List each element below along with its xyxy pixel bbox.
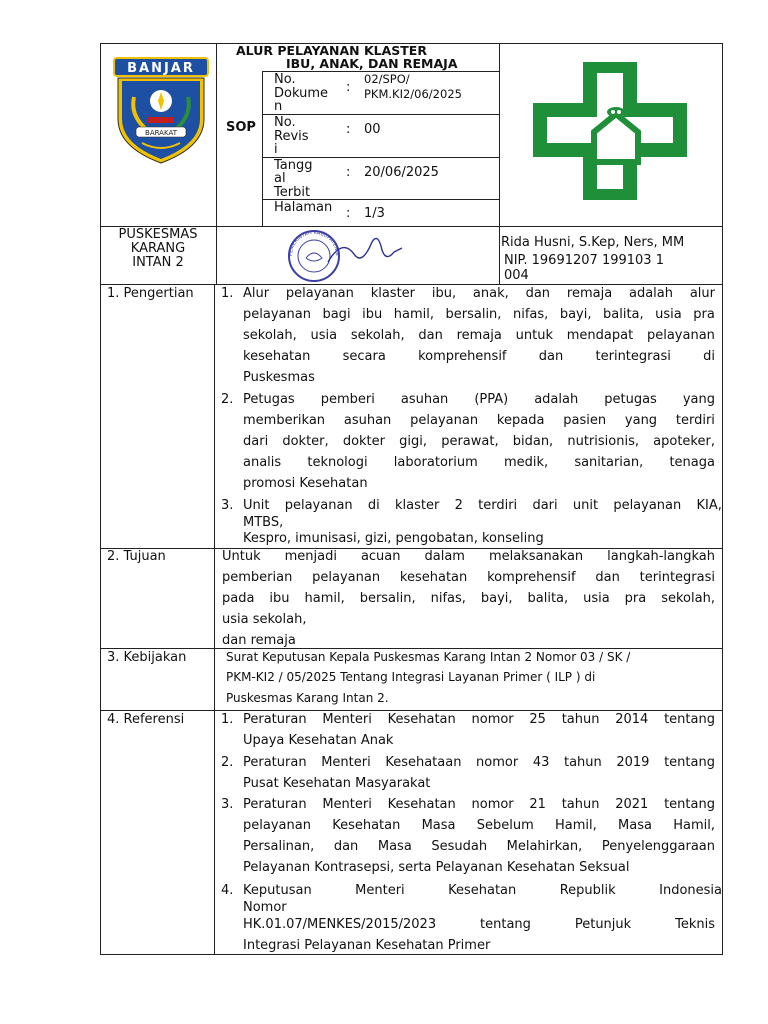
word: tentang: [664, 755, 715, 770]
word: remaja: [456, 328, 502, 343]
word: asuhan: [400, 392, 449, 407]
word: Peraturan: [243, 755, 307, 770]
date-label-1: Tangg: [274, 158, 313, 173]
word: petugas: [604, 392, 657, 407]
word: adalah: [534, 392, 579, 407]
text-line: [243, 836, 715, 857]
word: remaja: [566, 286, 613, 301]
word: tahun: [561, 797, 600, 812]
word: Peraturan: [243, 712, 307, 727]
referensi-item4-text-cont: [243, 914, 715, 956]
word: Masa: [421, 818, 456, 833]
word: pelayanan: [284, 498, 353, 513]
word: yang: [682, 392, 715, 407]
word: menjadi: [284, 549, 337, 564]
doc-no-label-1: No.: [274, 72, 296, 87]
text-line: [243, 730, 715, 751]
word: Keputusan: [243, 883, 312, 898]
word: acuan: [360, 549, 401, 564]
referensi-item2-line2: Pusat Kesehatan Masyarakat: [243, 776, 431, 791]
word: Persalinan,: [243, 839, 315, 854]
doc-no-label-2: Dokume: [274, 86, 328, 101]
text-line: [243, 410, 715, 431]
word: asuhan: [343, 413, 392, 428]
barakat-text: BARAKAT: [145, 129, 177, 137]
word: dan: [595, 570, 620, 585]
word: terintegrasi: [595, 349, 671, 364]
word: klaster: [370, 286, 416, 301]
text-line: [243, 367, 715, 388]
word: 21: [529, 797, 546, 812]
word: komprehensif: [418, 349, 507, 364]
word: ibu: [269, 591, 290, 606]
date-label-3: Terbit: [274, 185, 311, 200]
word: memberikan: [243, 413, 326, 428]
word: nifas,: [430, 591, 466, 606]
referensi-item3-line4: Pelayanan Kontrasepsi, serta Pelayanan Kesehatan Seksual: [243, 860, 630, 875]
pengertian-item1-text: [243, 283, 715, 388]
word: tenaga: [669, 455, 715, 470]
word: pelayanan: [285, 286, 354, 301]
word: ibu: [362, 307, 383, 322]
word: sekolah,: [661, 591, 715, 606]
rev-value: 00: [364, 122, 381, 137]
word: Masa: [377, 839, 412, 854]
word: 2019: [616, 755, 650, 770]
word: tentang: [664, 712, 715, 727]
word: nomor: [476, 755, 519, 770]
page-label: Halaman: [274, 200, 333, 215]
referensi-item2-number: 2.: [221, 755, 234, 770]
word: bayi,: [480, 591, 513, 606]
svg-text:PEMERINTAH KABUPATEN BANJAR ·: [282, 228, 340, 257]
word: usia: [655, 307, 682, 322]
word: dari: [532, 498, 558, 513]
referensi-item4-line2: Nomor: [243, 900, 287, 915]
word: melaksanakan: [488, 549, 584, 564]
text-line: [243, 857, 715, 878]
word: dan: [418, 328, 443, 343]
word: terdiri: [675, 413, 715, 428]
word: balita,: [603, 307, 644, 322]
word: Masa: [618, 818, 652, 833]
pengertian-item3-line3: Kespro, imunisasi, gizi, pengobatan, konseling: [243, 531, 544, 546]
word: pra: [624, 591, 647, 606]
word: pelayanan: [410, 413, 479, 428]
word: KIA,: [696, 498, 722, 513]
kebijakan-line1: Surat Keputusan Kepala Puskesmas Karang Intan 2 Nomor 03 / SK /: [226, 650, 631, 664]
word: hamil,: [393, 307, 434, 322]
word: 25: [529, 712, 546, 727]
word: medik,: [503, 455, 549, 470]
word: terdiri: [478, 498, 518, 513]
text-line: [243, 304, 715, 325]
word: nutrisionis,: [567, 434, 639, 449]
word: pemberi: [320, 392, 375, 407]
word: pemberian: [222, 570, 293, 585]
rev-label-2: Revis: [274, 129, 309, 144]
word: Sebelum: [476, 818, 534, 833]
pengertian-item3-number: 3.: [221, 498, 234, 513]
document-title-line1: ALUR PELAYANAN KLASTER: [236, 43, 427, 58]
text-line: [243, 935, 715, 956]
word: ibu,: [431, 286, 457, 301]
word: Menteri: [322, 797, 372, 812]
word: pelayanan: [646, 328, 715, 343]
word: terintegrasi: [639, 570, 715, 585]
pengertian-item1-line5: Puskesmas: [243, 370, 315, 385]
word: adalah: [628, 286, 673, 301]
banjar-logo-text: BANJAR: [127, 61, 195, 76]
word: kepada: [496, 413, 545, 428]
word: Unit: [243, 498, 270, 513]
official-stamp: [282, 228, 412, 284]
word: dan: [538, 349, 564, 364]
org-name-line3: INTAN 2: [132, 255, 184, 270]
text-line: [243, 709, 715, 730]
word: Melahirkan,: [506, 839, 583, 854]
word: Kesehatan: [332, 818, 401, 833]
text-line: [243, 880, 722, 897]
text-line: [243, 794, 715, 815]
section-label-pengertian: 1. Pengertian: [107, 286, 194, 301]
rev-colon: :: [346, 122, 351, 137]
word: 2021: [615, 797, 649, 812]
text-line: [243, 815, 715, 836]
document-title-line2: IBU, ANAK, DAN REMAJA: [286, 56, 458, 71]
word: kesehatan: [399, 570, 468, 585]
word: usia: [310, 328, 338, 343]
pengertian-item2-text: [243, 389, 715, 494]
referensi-item3-number: 3.: [221, 797, 234, 812]
text-line: [222, 588, 715, 609]
word: Peraturan: [243, 797, 307, 812]
text-line: [243, 283, 715, 304]
doc-no-value-2: PKM.KI2/06/2025: [364, 87, 462, 101]
word: analis: [243, 455, 282, 470]
word: unit: [572, 498, 599, 513]
word: sekolah,: [350, 328, 405, 343]
referensi-item3-text: [243, 794, 715, 878]
word: pra: [693, 307, 715, 322]
text-line: [222, 609, 715, 630]
stamp-text: PEMERINTAH KABUPATEN B: [287, 229, 341, 257]
doc-no-colon: :: [346, 80, 351, 95]
word: di: [703, 349, 715, 364]
word: alur: [689, 286, 715, 301]
word: yang: [624, 413, 658, 428]
word: Menteri: [321, 755, 371, 770]
word: di: [367, 498, 380, 513]
word: untuk: [515, 328, 553, 343]
pengertian-item2-line5: promosi Kesehatan: [243, 476, 368, 491]
word: nomor: [471, 712, 514, 727]
word: laboratorium: [393, 455, 478, 470]
kebijakan-line3: Puskesmas Karang Intan 2.: [226, 691, 389, 705]
word: komprehensif: [487, 570, 576, 585]
word: dalam: [424, 549, 465, 564]
tujuan-line4: usia sekolah,: [222, 612, 307, 627]
word: pelayanan: [312, 570, 381, 585]
word: hamil,: [304, 591, 345, 606]
section-label-kebijakan: 3. Kebijakan: [107, 650, 187, 665]
word: tentang: [480, 917, 531, 932]
signer-nip-line2: 004: [504, 268, 529, 283]
page-value: 1/3: [364, 206, 385, 221]
word: Menteri: [355, 883, 405, 898]
word: gigi,: [399, 434, 428, 449]
word: bidan,: [512, 434, 554, 449]
text-line: [243, 346, 715, 367]
word: bersalin,: [445, 307, 502, 322]
text-line: [243, 897, 722, 913]
word: sanitarian,: [574, 455, 644, 470]
section-label-tujuan: 2. Tujuan: [107, 549, 166, 564]
word: pelayanan: [613, 498, 682, 513]
puskesmas-logo: [520, 62, 700, 200]
tujuan-text: [222, 546, 715, 646]
word: pasien: [563, 413, 607, 428]
text-line: [243, 512, 722, 528]
word: usia: [583, 591, 610, 606]
text-line: [243, 914, 715, 935]
date-colon: :: [346, 165, 351, 180]
text-line: [243, 389, 715, 410]
word: pelayanan: [243, 307, 311, 322]
word: sekolah,: [243, 328, 297, 343]
word: Teknis: [675, 917, 715, 932]
word: mendapat: [566, 328, 634, 343]
word: HK.01.07/MENKES/2015/2023: [243, 917, 437, 932]
page-colon: :: [346, 206, 351, 221]
word: Penyelenggaraan: [601, 839, 715, 854]
sop-label: SOP: [226, 120, 256, 135]
word: Republik: [559, 883, 616, 898]
word: Petunjuk: [574, 917, 632, 932]
text-line: [243, 495, 722, 512]
word: kesehatan: [243, 349, 311, 364]
word: Sesudah: [431, 839, 488, 854]
referensi-item1-line2: Upaya Kesehatan Anak: [243, 733, 394, 748]
text-line: [222, 567, 715, 588]
text-line: [222, 546, 715, 567]
section-label-referensi: 4. Referensi: [107, 712, 185, 727]
word: pelayanan: [243, 818, 311, 833]
pengertian-item3-text: [243, 495, 722, 549]
word: dokter: [342, 434, 385, 449]
text-line: [243, 773, 715, 794]
word: 43: [532, 755, 550, 770]
word: Indonesia: [659, 883, 722, 898]
banjar-logo: [112, 57, 210, 165]
text-line: [243, 452, 715, 473]
word: Petugas: [243, 392, 295, 407]
date-value: 20/06/2025: [364, 165, 439, 180]
word: dokter,: [282, 434, 329, 449]
referensi-item2-text: [243, 752, 715, 794]
word: Kesehataan: [385, 755, 462, 770]
word: Menteri: [322, 712, 372, 727]
referensi-item1-text: [243, 709, 715, 751]
word: perawat,: [441, 434, 499, 449]
pengertian-item1-number: 1.: [221, 286, 234, 301]
rev-label-3: i: [274, 142, 278, 157]
word: teknologi: [307, 455, 368, 470]
signer-nip-line1: NIP. 19691207 199103 1: [504, 253, 664, 268]
word: nifas,: [512, 307, 549, 322]
word: dari: [243, 434, 269, 449]
org-name-line2: KARANG: [130, 241, 186, 256]
word: nomor: [471, 797, 514, 812]
word: Kesehatan: [387, 712, 456, 727]
kebijakan-line2: PKM-KI2 / 05/2025 Tentang Integrasi Layanan Primer ( ILP ) di: [226, 670, 596, 684]
doc-no-value-1: 02/SPO/: [364, 72, 410, 86]
word: Hamil,: [555, 818, 597, 833]
word: bayi,: [559, 307, 592, 322]
doc-no-label-3: n: [274, 99, 283, 114]
word: (PPA): [474, 392, 509, 407]
word: Untuk: [222, 549, 261, 564]
referensi-item4-line4: Integrasi Pelayanan Kesehatan Primer: [243, 938, 491, 953]
word: tahun: [563, 755, 602, 770]
org-name-line1: PUSKESMAS: [118, 227, 198, 242]
pengertian-item3-line2: MTBS,: [243, 515, 284, 530]
rev-label-1: No.: [274, 115, 296, 130]
word: pada: [222, 591, 255, 606]
word: secara: [342, 349, 386, 364]
word: balita,: [527, 591, 569, 606]
word: klaster: [395, 498, 440, 513]
text-line: [243, 431, 715, 452]
word: Kesehatan: [387, 797, 456, 812]
word: tentang: [664, 797, 715, 812]
text-line: [243, 473, 715, 494]
tujuan-line5: dan remaja: [222, 633, 296, 648]
referensi-item4-text: [243, 880, 722, 913]
signer-name: Rida Husni, S.Kep, Ners, MM: [501, 235, 685, 250]
text-line: [243, 325, 715, 346]
word: apoteker,: [653, 434, 715, 449]
date-label-2: al: [274, 171, 286, 186]
word: Kesehatan: [448, 883, 517, 898]
word: Hamil,: [673, 818, 715, 833]
word: anak,: [472, 286, 509, 301]
word: bersalin,: [359, 591, 416, 606]
text-line: [222, 630, 715, 646]
text-line: [243, 752, 715, 773]
referensi-item4-number: 4.: [221, 883, 234, 898]
word: dan: [333, 839, 359, 854]
word: tahun: [561, 712, 600, 727]
word: 2: [454, 498, 463, 513]
word: Alur: [243, 286, 270, 301]
word: dan: [525, 286, 551, 301]
word: langkah-langkah: [607, 549, 715, 564]
word: bagi: [322, 307, 351, 322]
pengertian-item2-number: 2.: [221, 392, 234, 407]
word: 2014: [615, 712, 649, 727]
referensi-item1-number: 1.: [221, 712, 234, 727]
